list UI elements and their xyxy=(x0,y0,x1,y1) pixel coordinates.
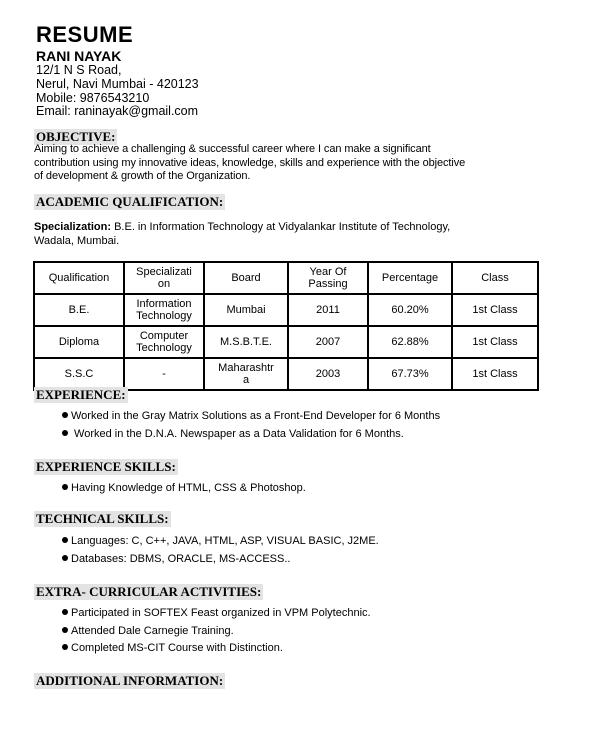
experience-skills-list xyxy=(62,480,306,498)
experience-list xyxy=(62,408,440,443)
list-item: Attended Dale Carnegie Training. xyxy=(62,623,371,641)
specialization-line-2: Wadala, Mumbai. xyxy=(34,235,120,247)
objective-line: of development & growth of the Organization. xyxy=(34,170,251,182)
list-item: Completed MS-CIT Course with Distinction. xyxy=(62,640,371,658)
table-cell: Computer Technology xyxy=(124,326,204,358)
table-row xyxy=(34,358,538,390)
table-cell: 1st Class xyxy=(452,358,538,390)
table-row xyxy=(34,326,538,358)
email-line: Email: raninayak@gmail.com xyxy=(36,104,199,119)
table-cell: 2003 xyxy=(288,358,368,390)
contact-block xyxy=(36,64,199,119)
table-cell: S.S.C xyxy=(34,358,124,390)
mobile-line: Mobile: 9876543210 xyxy=(36,90,150,105)
candidate-name: RANI NAYAK xyxy=(36,48,122,64)
specialization-line xyxy=(34,221,450,235)
table-cell: 2011 xyxy=(288,294,368,326)
table-header-cell: Specializati on xyxy=(124,262,204,294)
address-line-1: 12/1 N S Road, xyxy=(36,63,122,77)
list-item: Participated in SOFTEX Feast organized in VPM Polytechnic. xyxy=(62,605,371,623)
objective-line: Aiming to achieve a challenging & successful career where I can make a significant xyxy=(34,143,431,155)
bullet-icon xyxy=(62,555,68,561)
list-item: Having Knowledge of HTML, CSS & Photoshop. xyxy=(62,480,306,498)
list-item: Worked in the Gray Matrix Solutions as a Front-End Developer for 6 Months xyxy=(62,408,440,426)
academic-heading: ACADEMIC QUALIFICATION: xyxy=(36,194,224,209)
technical-skills-list xyxy=(62,533,379,568)
specialization-text: B.E. in Information Technology at Vidyalankar Institute of Technology, xyxy=(111,221,451,233)
table-cell: M.S.B.T.E. xyxy=(204,326,288,358)
table-cell: 1st Class xyxy=(452,326,538,358)
table-cell: 2007 xyxy=(288,326,368,358)
table-cell: Maharashtr a xyxy=(204,358,288,390)
table-cell: - xyxy=(124,358,204,390)
bullet-icon xyxy=(62,412,68,418)
table-cell: B.E. xyxy=(34,294,124,326)
list-item: Worked in the D.N.A. Newspaper as a Data Validation for 6 Months. xyxy=(62,426,440,444)
resume-title: RESUME xyxy=(36,22,134,47)
table-header-cell: Qualification xyxy=(34,262,124,294)
table-cell: 1st Class xyxy=(452,294,538,326)
objective-line: contribution using my innovative ideas, knowledge, skills and experience with the objective xyxy=(34,156,466,169)
technical-skills-heading: TECHNICAL SKILLS: xyxy=(36,511,169,526)
bullet-icon xyxy=(62,484,68,490)
objective-heading: OBJECTIVE: xyxy=(36,129,116,144)
bullet-icon xyxy=(62,609,68,615)
table-cell: 62.88% xyxy=(368,326,452,358)
extra-curricular-heading: EXTRA- CURRICULAR ACTIVITIES: xyxy=(36,584,262,599)
extra-curricular-list xyxy=(62,605,371,658)
qualification-table xyxy=(33,261,539,391)
table-cell: 67.73% xyxy=(368,358,452,390)
table-header-row xyxy=(34,262,538,294)
list-item: Languages: C, C++, JAVA, HTML, ASP, VISUAL BASIC, J2ME. xyxy=(62,533,379,551)
experience-heading: EXPERIENCE: xyxy=(36,387,126,402)
table-cell: Information Technology xyxy=(124,294,204,326)
table-cell: Diploma xyxy=(34,326,124,358)
table-header-cell: Board xyxy=(204,262,288,294)
table-header-cell: Percentage xyxy=(368,262,452,294)
table-cell: 60.20% xyxy=(368,294,452,326)
table-row xyxy=(34,294,538,326)
table-header-cell: Class xyxy=(452,262,538,294)
table-header-cell: Year Of Passing xyxy=(288,262,368,294)
list-item: Databases: DBMS, ORACLE, MS-ACCESS.. xyxy=(62,551,379,569)
experience-skills-heading: EXPERIENCE SKILLS: xyxy=(36,459,176,474)
specialization-label: Specialization: xyxy=(34,221,112,233)
bullet-icon xyxy=(62,627,68,633)
objective-text xyxy=(34,143,465,184)
bullet-icon xyxy=(62,430,68,436)
additional-info-heading: ADDITIONAL INFORMATION: xyxy=(36,673,224,688)
address-line-2: Nerul, Navi Mumbai - 420123 xyxy=(36,76,199,91)
bullet-icon xyxy=(62,537,68,543)
table-cell: Mumbai xyxy=(204,294,288,326)
bullet-icon xyxy=(62,644,68,650)
